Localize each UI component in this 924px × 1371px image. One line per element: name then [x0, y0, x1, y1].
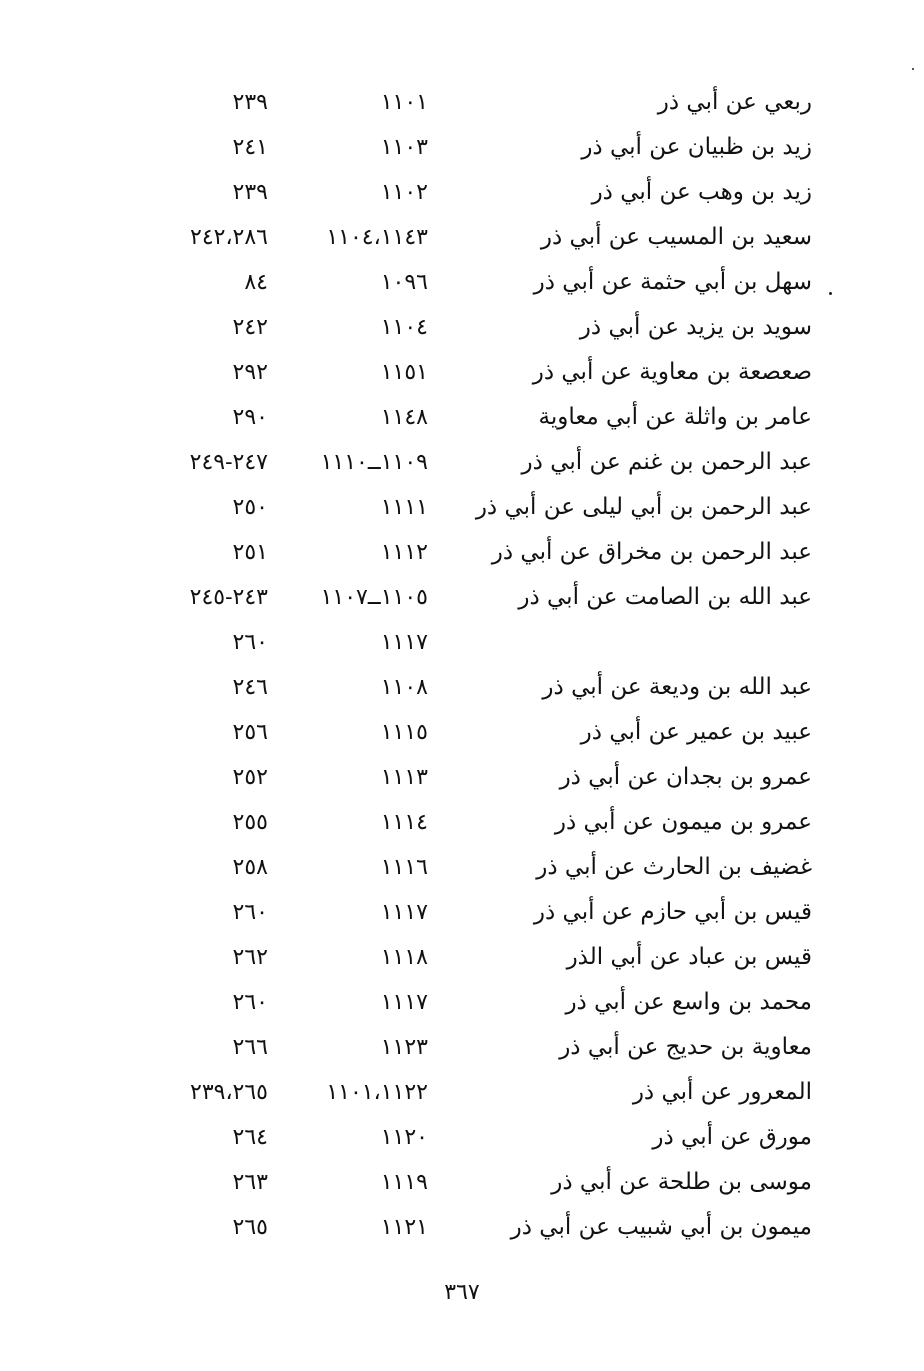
narrator-name: المعرور عن أبي ذر [632, 1079, 812, 1105]
narrator-name: قيس بن أبي حازم عن أبي ذر [533, 899, 812, 925]
index-row [150, 980, 820, 1025]
narrator-name: ربعي عن أبي ذر [657, 89, 812, 115]
index-row [150, 1070, 820, 1115]
hadith-number: ١٠٩٦ [380, 270, 428, 295]
ink-speck [912, 68, 914, 70]
index-row [150, 530, 820, 575]
page-reference: ٢٤٢ [232, 315, 268, 340]
narrator-name: مورق عن أبي ذر [652, 1124, 812, 1150]
index-row [150, 710, 820, 755]
page-reference: ٢٤٢،٢٨٦ [190, 225, 268, 250]
index-row [150, 305, 820, 350]
narrator-name: عامر بن واثلة عن أبي معاوية [538, 404, 812, 430]
page-reference: ٢٩٠ [232, 405, 268, 430]
narrator-name: عبد الرحمن بن أبي ليلى عن أبي ذر [475, 494, 812, 520]
index-row [150, 350, 820, 395]
hadith-number: ١١٤٨ [380, 405, 428, 430]
narrator-name: عبد الله بن وديعة عن أبي ذر [542, 674, 812, 700]
index-row [150, 845, 820, 890]
index-row [150, 890, 820, 935]
hadith-number: ١١١٧ [380, 990, 428, 1015]
index-row [150, 620, 820, 665]
hadith-number: ١١٠٣ [380, 135, 428, 160]
index-row [150, 665, 820, 710]
page-reference: ٢٩٢ [232, 360, 268, 385]
index-row [150, 1025, 820, 1070]
narrator-name: عبيد بن عمير عن أبي ذر [580, 719, 812, 745]
hadith-number: ١١١٦ [380, 855, 428, 880]
hadith-number: ١١٢١ [380, 1215, 428, 1240]
index-row [150, 575, 820, 620]
page-reference: ٢٥٠ [232, 495, 268, 520]
narrator-name: عمرو بن ميمون عن أبي ذر [554, 809, 812, 835]
narrator-name: قيس بن عباد عن أبي الذر [566, 944, 812, 970]
hadith-number: ١١٠١،١١٢٢ [326, 1080, 428, 1105]
narrator-name: ميمون بن أبي شبيب عن أبي ذر [510, 1214, 812, 1240]
narrator-index-table [150, 80, 820, 1250]
index-row [150, 260, 820, 305]
page-reference: ٢٦٠ [232, 990, 268, 1015]
index-row [150, 80, 820, 125]
hadith-number: ١١٢٠ [380, 1125, 428, 1150]
index-row [150, 800, 820, 845]
page-reference: ٢٦٣ [232, 1170, 268, 1195]
page-reference: ٢٥٦ [232, 720, 268, 745]
narrator-name: صعصعة بن معاوية عن أبي ذر [532, 359, 812, 385]
page-reference: ٢٤٣-٢٤٥ [189, 585, 268, 610]
hadith-number: ١١٠٩ــ١١١٠ [320, 450, 428, 475]
narrator-name: عبد الله بن الصامت عن أبي ذر [518, 584, 812, 610]
index-row [150, 755, 820, 800]
hadith-number: ١١١٧ [380, 900, 428, 925]
index-row [150, 125, 820, 170]
narrator-name: سهل بن أبي حثمة عن أبي ذر [533, 269, 812, 295]
page-reference: ٢٣٩،٢٦٥ [190, 1080, 268, 1105]
page-reference: ٢٥١ [232, 540, 268, 565]
page-reference: ٢٣٩ [232, 90, 268, 115]
hadith-number: ١١٠١ [380, 90, 428, 115]
narrator-name: معاوية بن حديج عن أبي ذر [559, 1034, 812, 1060]
narrator-name: محمد بن واسع عن أبي ذر [565, 989, 812, 1015]
page-number: ٣٦٧ [444, 1280, 480, 1305]
narrator-name: عمرو بن بجدان عن أبي ذر [559, 764, 812, 790]
hadith-number: ١١٢٣ [380, 1035, 428, 1060]
page-reference: ٢٤٦ [232, 675, 268, 700]
narrator-name: سعيد بن المسيب عن أبي ذر [540, 224, 812, 250]
narrator-name: سويد بن يزيد عن أبي ذر [579, 314, 812, 340]
narrator-name: موسى بن طلحة عن أبي ذر [551, 1169, 812, 1195]
hadith-number: ١١٥١ [380, 360, 428, 385]
index-row [150, 395, 820, 440]
narrator-name: زيد بن وهب عن أبي ذر [591, 179, 812, 205]
page-reference: ٢٦٥ [232, 1215, 268, 1240]
hadith-number: ١١٠٨ [380, 675, 428, 700]
page-reference: ٢٦٤ [232, 1125, 268, 1150]
index-row [150, 935, 820, 980]
ink-speck [829, 292, 832, 295]
page-reference: ٢٦٠ [232, 630, 268, 655]
narrator-name: عبد الرحمن بن غنم عن أبي ذر [521, 449, 812, 475]
page-reference: ٢٦٢ [232, 945, 268, 970]
index-row [150, 170, 820, 215]
narrator-name: زيد بن ظبيان عن أبي ذر [581, 134, 812, 160]
narrator-name: غضيف بن الحارث عن أبي ذر [536, 854, 812, 880]
hadith-number: ١١١٥ [380, 720, 428, 745]
page-reference: ٢٤١ [232, 135, 268, 160]
hadith-number: ١١١٤ [380, 810, 428, 835]
index-row [150, 485, 820, 530]
hadith-number: ١١١٣ [380, 765, 428, 790]
page-reference: ٨٤ [244, 270, 268, 295]
page-reference: ٢٦٦ [232, 1035, 268, 1060]
hadith-number: ١١٠٥ــ١١٠٧ [320, 585, 428, 610]
hadith-number: ١١٠٢ [380, 180, 428, 205]
index-row [150, 1205, 820, 1250]
page-reference: ٢٥٢ [232, 765, 268, 790]
page-reference: ٢٤٧-٢٤٩ [189, 450, 268, 475]
hadith-number: ١١٠٤،١١٤٣ [326, 225, 428, 250]
hadith-number: ١١١١ [380, 495, 428, 520]
index-row [150, 1160, 820, 1205]
index-row [150, 1115, 820, 1160]
page-reference: ٢٦٠ [232, 900, 268, 925]
page-reference: ٢٣٩ [232, 180, 268, 205]
page-reference: ٢٥٨ [232, 855, 268, 880]
hadith-number: ١١٠٤ [380, 315, 428, 340]
page-reference: ٢٥٥ [232, 810, 268, 835]
index-row [150, 440, 820, 485]
index-row [150, 215, 820, 260]
hadith-number: ١١١٩ [380, 1170, 428, 1195]
hadith-number: ١١١٧ [380, 630, 428, 655]
hadith-number: ١١١٢ [380, 540, 428, 565]
narrator-name: عبد الرحمن بن مخراق عن أبي ذر [491, 539, 812, 565]
hadith-number: ١١١٨ [380, 945, 428, 970]
